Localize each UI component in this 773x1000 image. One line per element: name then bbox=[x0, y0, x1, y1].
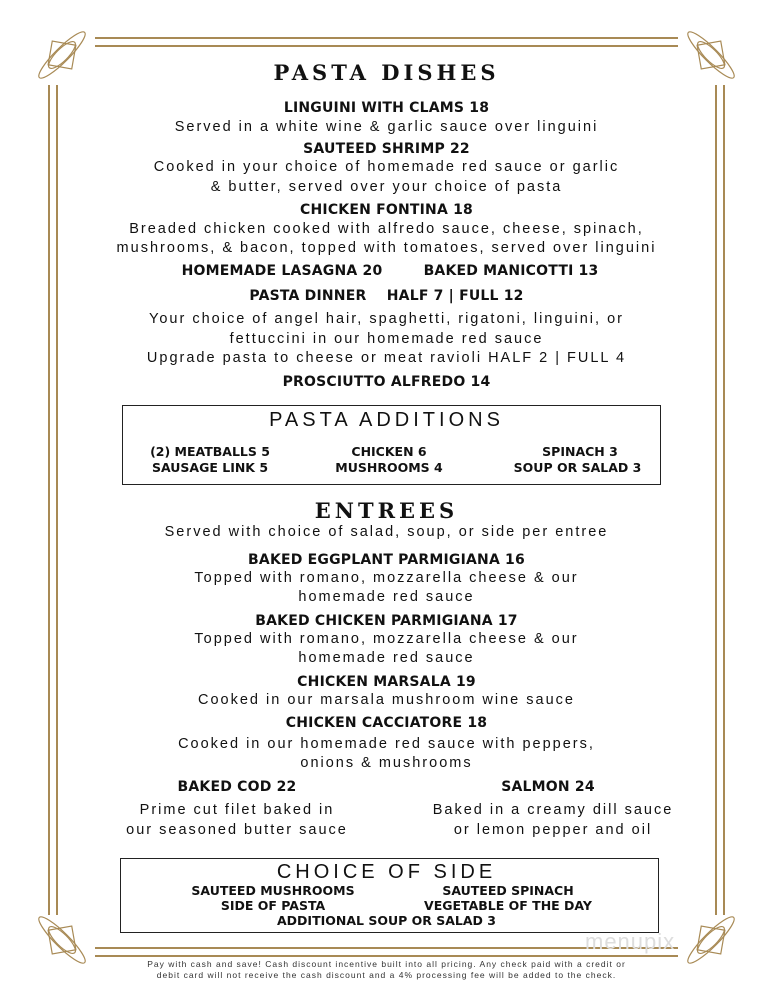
watermark: menupix bbox=[585, 929, 676, 954]
menu-item-desc: or lemon pepper and oil bbox=[453, 822, 653, 838]
menu-item-desc: fettuccini in our homemade red sauce bbox=[229, 331, 544, 347]
menu-item-desc: homemade red sauce bbox=[298, 589, 475, 605]
menu-item-name: LINGUINI WITH CLAMS 18 bbox=[283, 100, 490, 116]
menu-item-desc: Topped with romano, mozzarella cheese & our bbox=[194, 631, 579, 647]
footer-note: debit card will not receive the cash discount and a 4% processing fee will be added to the check. bbox=[156, 970, 617, 980]
addition-item: SOUP OR SALAD 3 bbox=[513, 460, 642, 475]
section-title-pasta: PASTA DISHES bbox=[273, 60, 500, 85]
menu-item-name: PROSCIUTTO ALFREDO 14 bbox=[282, 374, 491, 390]
menu-item-name: CHICKEN FONTINA 18 bbox=[300, 202, 473, 218]
menu-item-desc: Topped with romano, mozzarella cheese & our bbox=[194, 570, 579, 586]
side-item: ADDITIONAL SOUP OR SALAD 3 bbox=[277, 913, 496, 928]
menu-item-desc: onions & mushrooms bbox=[300, 755, 473, 771]
menu-item-desc: Cooked in our homemade red sauce with peppers, bbox=[178, 736, 595, 752]
menu-item-desc: Served in a white wine & garlic sauce over linguini bbox=[174, 119, 599, 135]
side-item: VEGETABLE OF THE DAY bbox=[424, 898, 592, 913]
side-item: SIDE OF PASTA bbox=[220, 898, 326, 913]
menu-item-desc: & butter, served over your choice of pasta bbox=[210, 179, 563, 195]
side-item: SAUTEED MUSHROOMS bbox=[191, 883, 355, 898]
menu-item-name: SALMON 24 bbox=[501, 779, 595, 795]
pasta-additions-title: PASTA ADDITIONS bbox=[269, 409, 504, 431]
menu-item-desc: Baked in a creamy dill sauce bbox=[432, 802, 674, 818]
menu-item-name: CHICKEN MARSALA 19 bbox=[297, 674, 476, 690]
menu-item-desc: our seasoned butter sauce bbox=[126, 822, 348, 838]
addition-item: SPINACH 3 bbox=[542, 444, 618, 459]
menu-item-desc: mushrooms, & bacon, topped with tomatoes, served over linguini bbox=[116, 240, 657, 256]
menu-item-desc: Upgrade pasta to cheese or meat ravioli HALF 2 | FULL 4 bbox=[146, 350, 627, 366]
addition-item: CHICKEN 6 bbox=[351, 444, 427, 459]
addition-item: MUSHROOMS 4 bbox=[335, 460, 443, 475]
menu-item-name: BAKED MANICOTTI 13 bbox=[423, 263, 599, 279]
menu-item-name: BAKED CHICKEN PARMIGIANA 17 bbox=[255, 613, 518, 629]
menu-item-desc: Your choice of angel hair, spaghetti, rigatoni, linguini, or bbox=[149, 311, 624, 327]
menu-item-name: HOMEMADE LASAGNA 20 bbox=[181, 263, 383, 279]
menu-item-desc: Prime cut filet baked in bbox=[139, 802, 335, 818]
menu-item-name: SAUTEED SHRIMP 22 bbox=[303, 141, 470, 157]
menu-item-name: BAKED EGGPLANT PARMIGIANA 16 bbox=[248, 552, 525, 568]
menu-item-desc: homemade red sauce bbox=[298, 650, 475, 666]
addition-item: (2) MEATBALLS 5 bbox=[150, 444, 270, 459]
entrees-subtitle: Served with choice of salad, soup, or side per entree bbox=[164, 524, 609, 540]
addition-item: SAUSAGE LINK 5 bbox=[151, 460, 269, 475]
menu-item-name: PASTA DINNER HALF 7 | FULL 12 bbox=[249, 288, 524, 304]
footer-note: Pay with cash and save! Cash discount incentive built into all pricing. Any check paid with a credit or bbox=[147, 959, 626, 969]
menu-item-desc: Breaded chicken cooked with alfredo sauce, cheese, spinach, bbox=[129, 221, 644, 237]
menu-item-desc: Cooked in your choice of homemade red sauce or garlic bbox=[153, 159, 620, 175]
side-item: SAUTEED SPINACH bbox=[442, 883, 574, 898]
choice-of-side-title: CHOICE OF SIDE bbox=[276, 861, 497, 883]
menu-item-name: BAKED COD 22 bbox=[177, 779, 297, 795]
menu-item-name: CHICKEN CACCIATORE 18 bbox=[285, 715, 488, 731]
section-title-entrees: ENTREES bbox=[314, 498, 459, 523]
menu-item-desc: Cooked in our marsala mushroom wine sauce bbox=[198, 692, 575, 708]
